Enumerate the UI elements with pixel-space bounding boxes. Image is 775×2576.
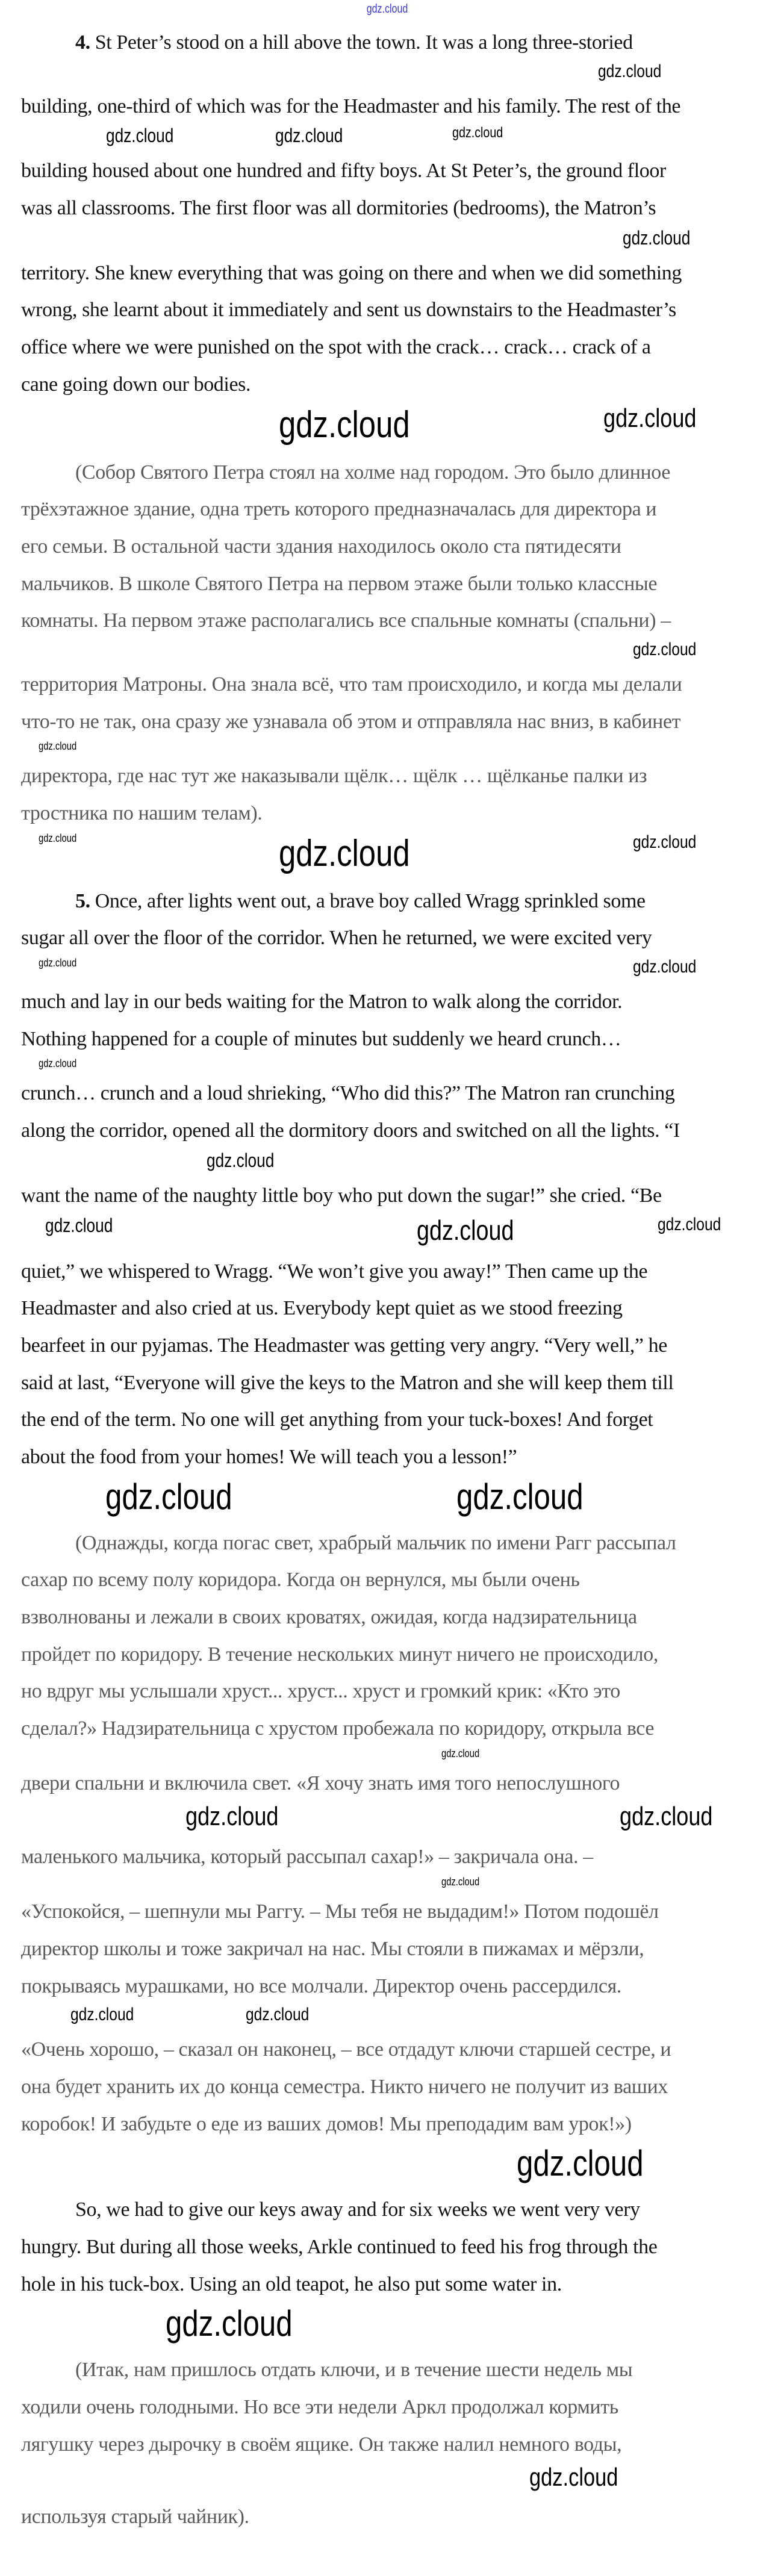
line-text: «Очень хорошо, – сказал он наконец, – все отдадут ключи старшей сестре, и — [21, 2038, 671, 2061]
line-text: (Итак, нам пришлось отдать ключи, и в течение шести недель мы — [75, 2359, 633, 2382]
text-line — [0, 2498, 775, 2536]
line-text: его семьи. В остальной части здания находилось около ста пятидесяти — [21, 535, 621, 558]
watermark: gdz.cloud — [441, 1876, 480, 1888]
line-text: territory. She knew everything that was going on there and when we did something — [21, 261, 682, 284]
line-text: about the food from your homes! We will teach you a lesson!” — [21, 1445, 517, 1468]
line-text: трёхэтажное здание, одна треть которого предназначалась для директора и — [21, 498, 657, 521]
line-text: двери спальни и включила свет. «Я хочу знать имя того непослушного — [21, 1772, 620, 1794]
line-text: hole in his tuck-box. Using an old teapot, he also put some water in. — [21, 2273, 562, 2295]
text-line — [0, 883, 775, 920]
line-text: (Собор Святого Петра стоял на холме над городом. Это было длинное — [75, 461, 671, 484]
english-paragraph — [0, 883, 775, 1525]
line-text: crunch… crunch and a loud shrieking, “Who did this?” The Matron ran crunching — [21, 1082, 675, 1105]
watermark: gdz.cloud — [623, 226, 691, 249]
text-line — [0, 1968, 775, 2005]
watermark: gdz.cloud — [207, 1149, 275, 1171]
watermark-row — [0, 1476, 775, 1525]
watermark-row — [0, 2463, 775, 2498]
line-text: директор школы и тоже закричал на нас. Мы стояли в пижамах и мёрзли, — [21, 1937, 644, 1960]
text-line — [0, 1525, 775, 1562]
watermark-row — [0, 1876, 775, 1893]
line-text: пройдет по коридору. В течение нескольких минут ничего не происходило, — [21, 1643, 658, 1666]
line-text: покрываясь мурашками, но все молчали. Директор очень рассердился. — [21, 1974, 621, 1997]
line-text: St Peter’s stood on a hill above the town. It was a long three-storied — [95, 31, 633, 54]
line-text: но вдруг мы услышали хруст... хруст... хруст и громкий крик: «Кто это — [21, 1680, 620, 1703]
watermark: gdz.cloud — [658, 1214, 721, 1234]
text-line — [0, 2389, 775, 2426]
watermark-row — [0, 740, 775, 758]
watermark-row — [0, 1215, 775, 1253]
watermark-row — [0, 227, 775, 255]
text-line — [0, 1327, 775, 1364]
watermark-row — [0, 125, 775, 152]
line-text: лягушку через дырочку в своём ящике. Он также налил немного воды, — [21, 2433, 622, 2456]
text-line — [0, 1021, 775, 1058]
text-line — [0, 1636, 775, 1673]
watermark: gdz.cloud — [39, 832, 77, 844]
text-line — [0, 2068, 775, 2106]
text-line — [0, 2426, 775, 2463]
line-text: используя старый чайник). — [21, 2506, 249, 2528]
text-line — [0, 2106, 775, 2143]
watermark: gdz.cloud — [598, 61, 662, 81]
text-line — [0, 1765, 775, 1802]
text-line — [0, 1290, 775, 1327]
watermark-row — [0, 61, 775, 88]
text-line — [0, 491, 775, 528]
text-line — [0, 2191, 775, 2229]
russian-translation-paragraph — [0, 454, 775, 883]
text-line — [0, 255, 775, 292]
line-text: So, we had to give our keys away and for six weeks we went very very — [75, 2198, 640, 2221]
text-line — [0, 1075, 775, 1112]
text-line — [0, 795, 775, 832]
watermark: gdz.cloud — [633, 957, 697, 977]
line-text: quiet,” we whispered to Wragg. “We won’t give you away!” Then came up the — [21, 1260, 648, 1283]
line-text: (Однажды, когда погас свет, храбрый мальчик по имени Рагг рассыпал — [75, 1531, 676, 1554]
watermark-row — [0, 1057, 775, 1075]
text-line — [0, 190, 775, 227]
watermark-row — [0, 2005, 775, 2031]
line-text: она будет хранить их до конца семестра. Никто ничего не получит из ваших — [21, 2075, 668, 2098]
russian-translation-paragraph — [0, 2351, 775, 2536]
line-text: wrong, she learnt about it immediately and sent us downstairs to the Headmaster’s — [21, 299, 676, 322]
line-text: Once, after lights went out, a brave boy called Wragg sprinkled some — [95, 889, 646, 912]
watermark-row — [0, 1802, 775, 1838]
text-line — [0, 1177, 775, 1215]
text-line — [0, 565, 775, 603]
text-line — [0, 152, 775, 190]
line-text: сахар по всему полу коридора. Когда он вернулся, мы были очень — [21, 1569, 580, 1591]
line-text: hungry. But during all those weeks, Arkle continued to feed his frog through the — [21, 2235, 658, 2258]
line-text: building, one-third of which was for the Headmaster and his family. The rest of the — [21, 95, 681, 117]
watermark-row — [0, 957, 775, 983]
line-text: want the name of the naughty little boy who put down the sugar!” she cried. “Be — [21, 1184, 662, 1207]
watermark: gdz.cloud — [456, 1476, 584, 1517]
line-text: bearfeet in our pyjamas. The Headmaster was getting very angry. “Very well,” he — [21, 1334, 667, 1357]
text-line — [0, 329, 775, 366]
watermark-row — [0, 832, 775, 883]
text-line — [0, 2351, 775, 2389]
text-line — [0, 2266, 775, 2303]
watermark: gdz.cloud — [441, 1747, 480, 1759]
watermark: gdz.cloud — [105, 1476, 232, 1517]
text-line — [0, 1673, 775, 1710]
watermark-row — [0, 1747, 775, 1765]
text-line — [0, 2031, 775, 2068]
watermark-row — [0, 2303, 775, 2351]
text-line — [0, 366, 775, 403]
line-text: тростника по нашим телам). — [21, 802, 263, 824]
text-line — [0, 454, 775, 491]
watermark: gdz.cloud — [633, 832, 697, 852]
watermark: gdz.cloud — [452, 125, 503, 142]
text-line — [0, 1838, 775, 1876]
line-text: взволнованы и лежали в своих кроватях, ожидая, когда надзирательница — [21, 1606, 637, 1628]
text-line — [0, 703, 775, 741]
text-line — [0, 1112, 775, 1150]
line-text: комнаты. На первом этаже располагались все спальные комнаты (спальни) – — [21, 609, 671, 632]
watermark: gdz.cloud — [517, 2143, 644, 2184]
line-text: building housed about one hundred and fifty boys. At St Peter’s, the ground floor — [21, 160, 666, 182]
line-text: along the corridor, opened all the dormitory doors and switched on all the lights. “I — [21, 1119, 680, 1142]
text-line — [0, 528, 775, 565]
text-line — [0, 919, 775, 957]
line-text: коробок! И забудьте о еде из ваших домов! Мы преподадим вам урок!») — [21, 2112, 632, 2135]
text-line — [0, 758, 775, 795]
text-line — [0, 1439, 775, 1476]
text-line — [0, 24, 775, 61]
watermark: gdz.cloud — [620, 1802, 713, 1832]
watermark: gdz.cloud — [279, 832, 410, 874]
watermark: gdz.cloud — [275, 125, 343, 147]
line-text: sugar all over the floor of the corridor. When he returned, we were excited very — [21, 927, 652, 950]
paragraph-number: 4. — [75, 31, 90, 54]
text-line — [0, 1599, 775, 1636]
text-line — [0, 1253, 775, 1290]
watermark: gdz.cloud — [39, 957, 77, 969]
line-text: сделал?» Надзирательница с хрустом пробежала по коридору, открыла все — [21, 1717, 655, 1740]
watermark: gdz.cloud — [45, 1214, 113, 1236]
watermark-row — [0, 1150, 775, 1177]
line-text: was all classrooms. The first floor was all dormitories (bedrooms), the Matron’s — [21, 197, 656, 220]
line-text: мальчиков. В школе Святого Петра на первом этаже были только классные — [21, 572, 658, 595]
text-line — [0, 602, 775, 639]
text-line — [0, 1401, 775, 1439]
line-text: территория Матроны. Она знала всё, что там происходило, и когда мы делали — [21, 673, 682, 695]
line-text: Headmaster and also cried at us. Everybody kept quiet as we stood freezing — [21, 1297, 623, 1320]
watermark: gdz.cloud — [166, 2303, 293, 2344]
text-line — [0, 2229, 775, 2266]
watermark: gdz.cloud — [106, 125, 174, 147]
watermark: gdz.cloud — [603, 403, 697, 433]
watermark: gdz.cloud — [39, 740, 77, 753]
line-text: much and lay in our beds waiting for the Matron to walk along the corridor. — [21, 991, 623, 1013]
line-text: «Успокойся, – шепнули мы Раггу. – Мы тебя не выдадим!» Потом подошёл — [21, 1900, 659, 1923]
text-line — [0, 1710, 775, 1747]
line-text: что-то не так, она сразу же узнавала об этом и отправляла нас вниз, в кабинет — [21, 710, 681, 733]
english-paragraph — [0, 2191, 775, 2351]
text-line — [0, 983, 775, 1021]
line-text: said at last, “Everyone will give the keys to the Matron and she will keep them till — [21, 1371, 674, 1394]
watermark: gdz.cloud — [246, 2005, 310, 2025]
watermark: gdz.cloud — [417, 1214, 514, 1246]
watermark-header[interactable]: gdz.cloud — [366, 2, 408, 16]
line-text: директора, где нас тут же наказывали щёлк… щёлк … щёлканье палки из — [21, 765, 647, 788]
watermark: gdz.cloud — [279, 403, 410, 446]
line-text: cane going down our bodies. — [21, 373, 251, 396]
text-line — [0, 1893, 775, 1930]
line-text: the end of the term. No one will get anything from your tuck-boxes! And forget — [21, 1408, 653, 1431]
watermark-row — [0, 639, 775, 666]
text-line — [0, 291, 775, 329]
russian-translation-paragraph — [0, 1525, 775, 2192]
line-text: ходили очень голодными. Но все эти недели Аркл продолжал кормить — [21, 2396, 618, 2418]
watermark-row — [0, 2142, 775, 2191]
line-text: office where we were punished on the spot with the crack… crack… crack of a — [21, 336, 651, 359]
watermark: gdz.cloud — [70, 2005, 134, 2025]
watermark-row — [0, 403, 775, 454]
text-line — [0, 1364, 775, 1402]
english-paragraph — [0, 24, 775, 454]
text-line — [0, 1561, 775, 1599]
text-line — [0, 666, 775, 703]
line-text: Nothing happened for a couple of minutes but suddenly we heard crunch… — [21, 1027, 621, 1050]
watermark: gdz.cloud — [39, 1057, 77, 1070]
line-text: маленького мальчика, который рассыпал сахар!» – закричала она. – — [21, 1846, 593, 1868]
text-line — [0, 88, 775, 125]
watermark: gdz.cloud — [529, 2463, 618, 2492]
paragraph-number: 5. — [75, 889, 90, 912]
watermark: gdz.cloud — [633, 639, 697, 659]
text-line — [0, 1930, 775, 1968]
watermark: gdz.cloud — [185, 1802, 279, 1832]
